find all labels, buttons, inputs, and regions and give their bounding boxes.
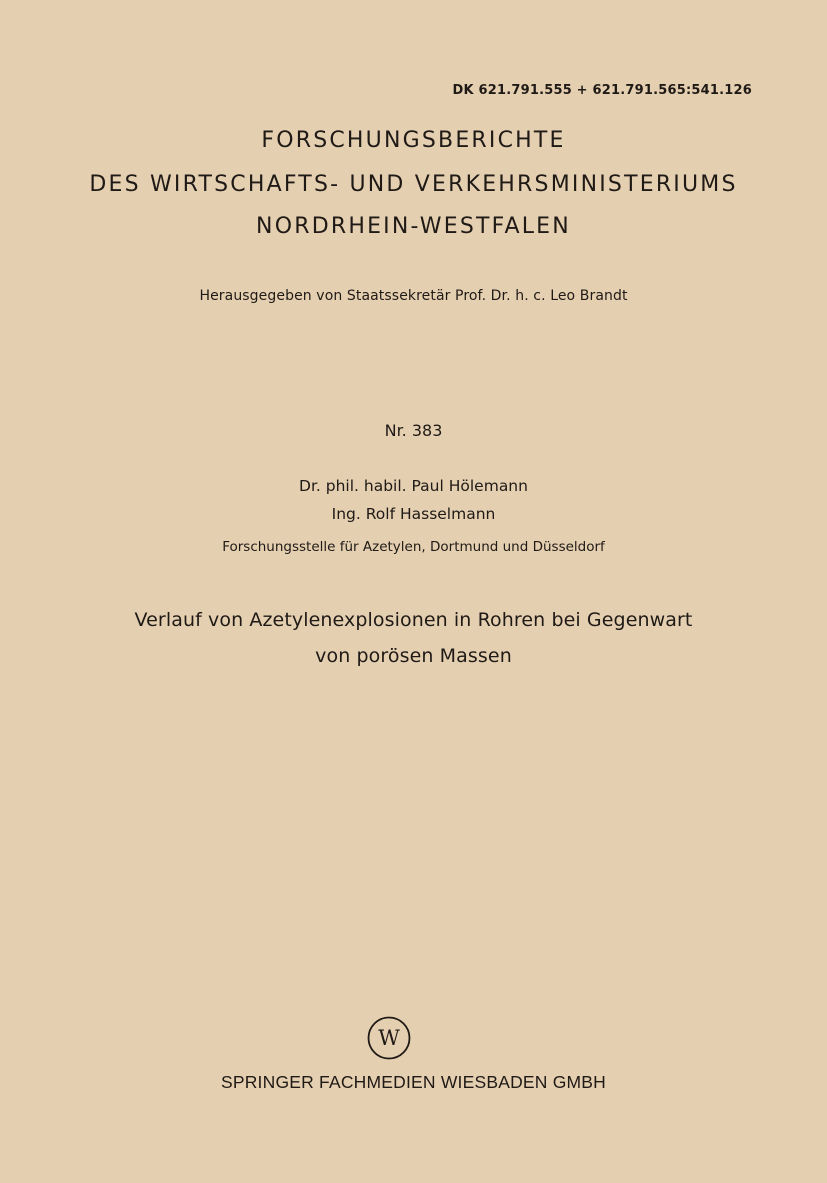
- publisher-name: SPRINGER FACHMEDIEN WIESBADEN GMBH: [220, 1072, 607, 1092]
- work-title-line-2: von porösen Massen: [315, 645, 512, 667]
- series-title-line-1: FORSCHUNGSBERICHTE: [261, 128, 566, 153]
- author-2: Ing. Rolf Hasselmann: [331, 505, 496, 523]
- classification-number: DK 621.791.555 + 621.791.565:541.126: [452, 83, 752, 98]
- series-title-line-3: NORDRHEIN-WESTFALEN: [256, 214, 571, 239]
- author-1: Dr. phil. habil. Paul Hölemann: [299, 477, 528, 495]
- publisher-logo-icon: [366, 1015, 412, 1061]
- work-title-line-1: Verlauf von Azetylenexplosionen in Rohren bei Gegenwart: [134, 609, 693, 631]
- editor-line: Herausgegeben von Staatssekretär Prof. Dr. h. c. Leo Brandt: [199, 288, 628, 304]
- institution: Forschungsstelle für Azetylen, Dortmund und Düsseldorf: [222, 539, 605, 555]
- report-number: Nr. 383: [384, 421, 443, 440]
- series-title-line-2: DES WIRTSCHAFTS- UND VERKEHRSMINISTERIUMS: [89, 172, 738, 197]
- publisher-logo-letter: W: [378, 1026, 400, 1050]
